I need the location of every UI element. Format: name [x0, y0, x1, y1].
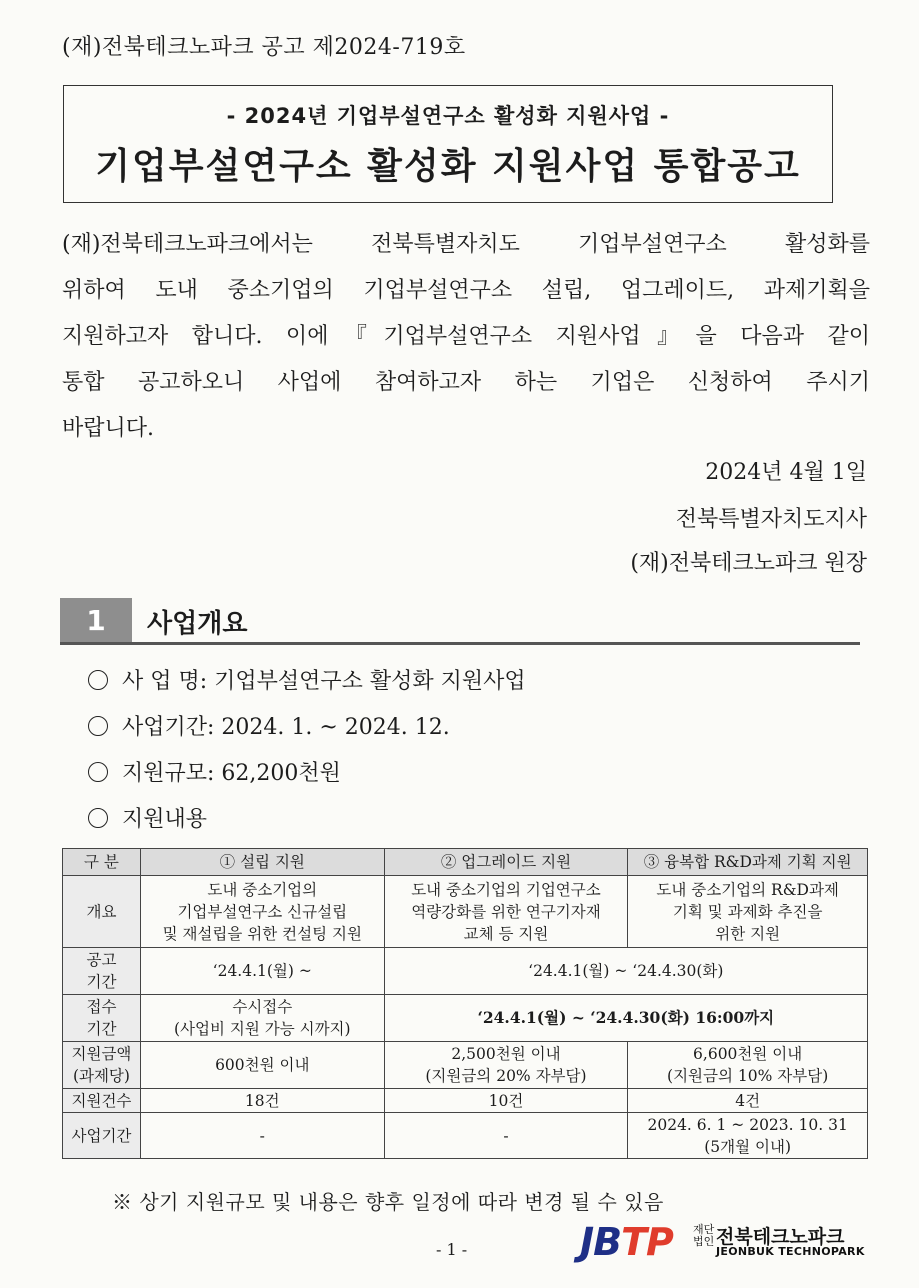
table-header-cell: ③ 융복합 R&D과제 기획 지원	[628, 849, 868, 876]
logo-legal-type	[693, 1224, 714, 1248]
jbtp-logo-mark	[580, 1220, 673, 1264]
title-main: 기업부설연구소 활성화 지원사업 통합공고	[95, 146, 801, 187]
intro-line: (재)전북테크노파크에서는 전북특별자치도 기업부설연구소 활성화를	[62, 232, 870, 257]
row-label	[63, 995, 141, 1042]
overview-item-text: 지원규모: 62,200천원	[122, 761, 341, 786]
section-number: 1	[60, 598, 132, 644]
table-cell: 10건	[384, 1089, 628, 1113]
announcement-date: 2024년 4월 1일	[705, 460, 867, 485]
table-row-notice-period	[63, 948, 868, 995]
footnote: ※ 상기 지원규모 및 내용은 향후 일정에 따라 변경 될 수 있음	[112, 1190, 664, 1214]
cell-line: 위한 지원	[715, 924, 781, 943]
row-label-line: 기간	[86, 1020, 117, 1038]
row-label-line: 지원금액	[71, 1045, 132, 1063]
circle-bullet-icon	[88, 716, 108, 736]
row-label-line: 기간	[86, 973, 117, 991]
row-label: 개요	[63, 876, 141, 948]
overview-item-project-name	[88, 664, 526, 695]
circle-bullet-icon	[88, 808, 108, 828]
table-cell	[140, 995, 384, 1042]
table-cell	[628, 1113, 868, 1159]
table-cell	[384, 1042, 628, 1089]
cell-line: 2024. 6. 1 ~ 2023. 10. 31	[647, 1115, 848, 1134]
table-cell: -	[140, 1113, 384, 1159]
intro-line: 지원하고자 합니다. 이에『기업부설연구소 지원사업』을 다음과 같이	[62, 324, 870, 349]
title-subtitle: - 2024년 기업부설연구소 활성화 지원사업 -	[226, 104, 670, 128]
cell-line: 6,600천원 이내	[693, 1045, 803, 1063]
table-cell	[384, 876, 628, 948]
logo-name-korean: 전북테크노파크	[716, 1226, 845, 1248]
overview-item-text: 사업기간: 2024. 1. ~ 2024. 12.	[122, 715, 450, 740]
cell-line: 기업부설연구소 신규설립	[177, 902, 348, 921]
intro-line: 위하여 도내 중소기업의 기업부설연구소 설립, 업그레이드, 과제기획을	[62, 278, 870, 303]
cell-line: (사업비 지원 가능 시까지)	[173, 1020, 351, 1038]
table-row-duration	[63, 1113, 868, 1159]
table-cell	[628, 1042, 868, 1089]
cell-line: 도내 중소기업의 기업연구소	[411, 880, 601, 899]
row-label-line: 공고	[86, 951, 117, 969]
overview-item-text: 사 업 명: 기업부설연구소 활성화 지원사업	[122, 669, 526, 694]
cell-line: 도내 중소기업의 R&D과제	[656, 880, 839, 899]
row-label: 지원건수	[63, 1089, 141, 1113]
table-row-count	[63, 1089, 868, 1113]
row-label: 사업기간	[63, 1113, 141, 1159]
table-header-cell: 구 분	[63, 849, 141, 876]
circle-bullet-icon	[88, 762, 108, 782]
row-label	[63, 1042, 141, 1089]
logo-legal-line: 법인	[693, 1235, 715, 1248]
table-row-application-period	[63, 995, 868, 1042]
cell-line: 2,500천원 이내	[451, 1045, 561, 1063]
intro-line: 바랍니다.	[62, 416, 155, 441]
cell-line: (지원금의 10% 자부담)	[667, 1067, 829, 1085]
section-divider	[60, 642, 860, 645]
cell-line: 교체 등 지원	[463, 924, 549, 943]
table-cell: ‘24.4.1(월) ~	[140, 948, 384, 995]
table-cell: 18건	[140, 1089, 384, 1113]
signatory-director: (재)전북테크노파크 원장	[630, 551, 867, 576]
cell-line: 수시접수	[232, 998, 293, 1016]
overview-item-content	[88, 802, 207, 833]
table-row-amount	[63, 1042, 868, 1089]
page-number: - 1 -	[436, 1240, 468, 1259]
section-title: 사업개요	[147, 609, 248, 639]
logo-mark-main: JB	[580, 1220, 622, 1264]
logo-mark-accent: TP	[621, 1220, 673, 1264]
table-cell: ‘24.4.1(월) ~ ‘24.4.30(화) 16:00까지	[384, 995, 867, 1042]
table-header-cell: ① 설립 지원	[140, 849, 384, 876]
table-header-row	[63, 849, 868, 876]
overview-item-scale	[88, 756, 341, 787]
table-header-cell: ② 업그레이드 지원	[384, 849, 628, 876]
logo-legal-line: 재단	[693, 1223, 715, 1236]
table-cell: ‘24.4.1(월) ~ ‘24.4.30(화)	[384, 948, 867, 995]
row-label	[63, 948, 141, 995]
cell-line: 및 재설립을 위한 컨설팅 지원	[162, 924, 362, 943]
table-cell	[140, 876, 384, 948]
support-content-table	[62, 848, 868, 1159]
signatory-governor: 전북특별자치도지사	[675, 507, 867, 532]
cell-line: 기획 및 과제화 추진을	[672, 902, 823, 921]
notice-number: (재)전북테크노파크 공고 제2024-719호	[62, 35, 466, 60]
table-cell: -	[384, 1113, 628, 1159]
overview-item-period	[88, 710, 450, 741]
logo-name-english: JEONBUK TECHNOPARK	[716, 1245, 865, 1258]
intro-line: 통합 공고하오니 사업에 참여하고자 하는 기업은 신청하여 주시기	[62, 370, 870, 395]
cell-line: (5개월 이내)	[704, 1137, 792, 1156]
table-cell: 4건	[628, 1089, 868, 1113]
table-cell: 600천원 이내	[140, 1042, 384, 1089]
cell-line: 도내 중소기업의	[207, 880, 318, 899]
cell-line: (지원금의 20% 자부담)	[425, 1067, 587, 1085]
title-box	[63, 85, 833, 203]
circle-bullet-icon	[88, 670, 108, 690]
row-label-line: (과제당)	[72, 1067, 130, 1085]
table-row-overview	[63, 876, 868, 948]
intro-paragraph	[62, 222, 870, 452]
cell-line: 역량강화를 위한 연구기자재	[411, 902, 601, 921]
overview-item-text: 지원내용	[122, 807, 208, 832]
row-label-line: 접수	[86, 998, 117, 1016]
table-cell	[628, 876, 868, 948]
